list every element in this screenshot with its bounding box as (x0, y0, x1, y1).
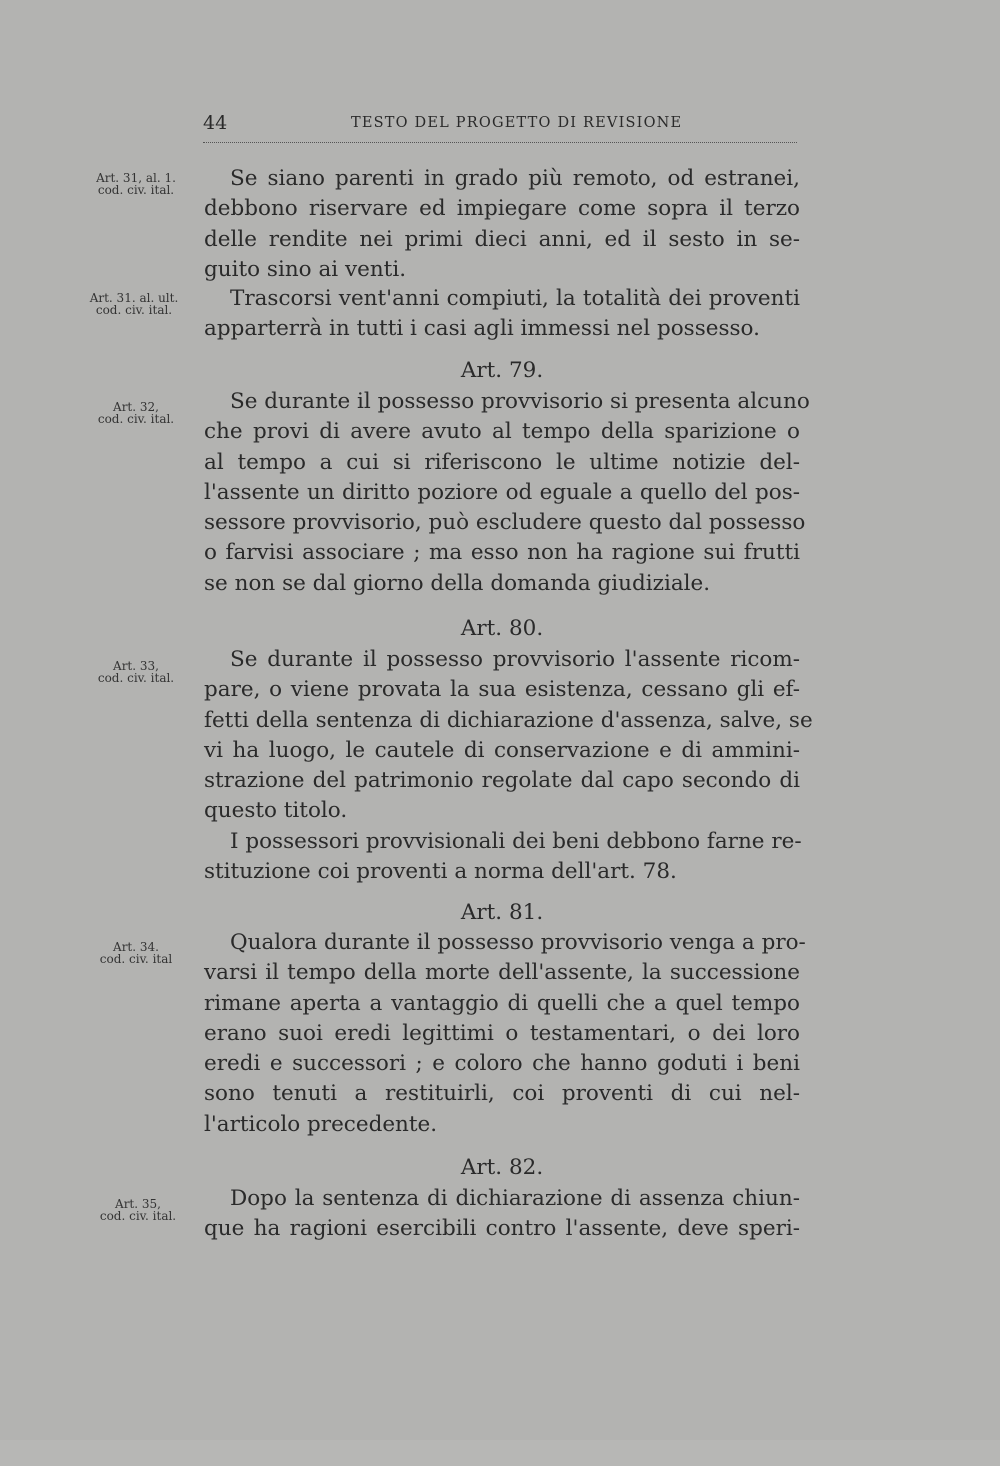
paragraph-art-82: Dopo la sentenza di dichiarazione di assenza chiun- que ha ragioni esercibili contro l'assente, deve speri- (204, 1186, 800, 1242)
margin-note-art-32: Art. 32, cod. civ. ital. (97, 400, 175, 426)
article-heading-82: Art. 82. (460, 1155, 544, 1180)
page-header (203, 112, 797, 146)
margin-note-art-31-al-1: Art. 31, al. 1. cod. civ. ital. (96, 171, 176, 197)
article-heading-79: Art. 79. (460, 358, 544, 383)
page-bottom-edge (0, 1440, 1000, 1466)
paragraph-art-81: Qualora durante il possesso provvisorio venga a pro- varsi il tempo della morte dell'assente, la successione rimane aperta a vantaggio di quelli che a quel tempo erano suoi eredi legittimi o testamentari, o dei loro eredi e successori ; e coloro che hanno goduti i beni sono tenuti a restituirli, coi proventi di cui nel- l'articolo precedente. (204, 930, 806, 1137)
paragraph-art-78-last: Trascorsi vent'anni compiuti, la totalità dei proventi apparterrà in tutti i casi agli immessi nel possesso. (204, 286, 800, 342)
article-heading-80: Art. 80. (460, 616, 544, 641)
margin-note-art-35: Art. 35, cod. civ. ital. (99, 1197, 177, 1223)
page-number: 44 (203, 112, 228, 134)
margin-note-art-34: Art. 34. cod. civ. ital (99, 940, 173, 966)
margin-note-art-33: Art. 33, cod. civ. ital. (97, 659, 175, 685)
paragraph-art-79: Se durante il possesso provvisorio si presenta alcuno che provi di avere avuto al tempo della sparizione o al tempo a cui si riferiscono le ultime notizie del- l'assente un diritto poziore od eguale a quello del pos- sessore provvisorio, può escludere questo dal possesso o farvisi associare ; ma esso non ha ragione sui frutti se non se dal giorno della domanda giudiziale. (204, 389, 810, 596)
header-rule (203, 142, 797, 143)
paragraph-art-78-continued: Se siano parenti in grado più remoto, od estranei, debbono riservare ed impiegare come sopra il terzo delle rendite nei primi dieci anni, ed il sesto in se- guito sino ai venti. (204, 166, 800, 282)
article-heading-81: Art. 81. (460, 900, 544, 925)
running-title: TESTO DEL PROGETTO DI REVISIONE (351, 115, 683, 131)
paragraph-art-80: Se durante il possesso provvisorio l'assente ricom- pare, o viene provata la sua esistenza, cessano gli ef- fetti della sentenza di dichiarazione d'assenza, salve, se vi ha luogo, le cautele di conservazione e di ammini- strazione del patrimonio regolate dal capo secondo di questo titolo. I possessori provvisionali dei beni debbono farne re- stituzione coi proventi a norma dell'art. 78. (204, 647, 813, 885)
margin-note-art-31-al-ult: Art. 31. al. ult. cod. civ. ital. (89, 291, 179, 317)
